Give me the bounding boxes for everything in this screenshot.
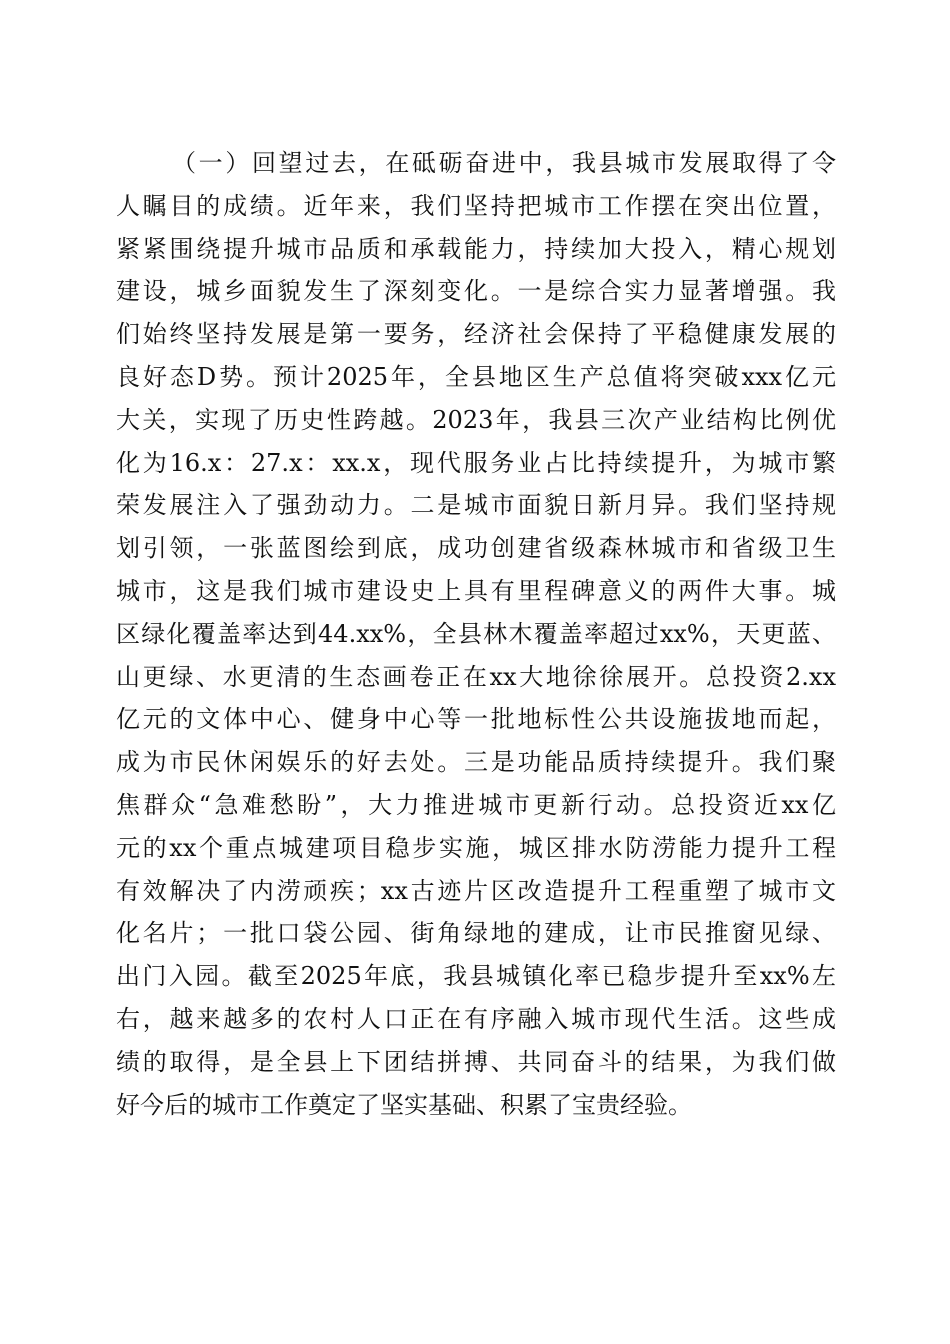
text-line: 亿元的文体中心、健身中心等一批地标性公共设施拔地而起， [116,705,836,734]
text-line: （一）回望过去，在砥砺奋进中，我县城市发展取得了令 [172,149,836,177]
text-line: 绩的取得，是全县上下团结拼搏、共同奋斗的结果，为我们做 [116,1047,836,1076]
text-line: 化为16.x：27.x：xx.x，现代服务业占比持续提升，为城市繁 [116,448,836,477]
text-line: 山更绿、水更清的生态画卷正在xx大地徐徐展开。总投资2.xx [116,662,836,691]
text-line: 区绿化覆盖率达到44.xx%，全县林木覆盖率超过xx%，天更蓝、 [116,619,836,648]
text-line: 城市，这是我们城市建设史上具有里程碑意义的两件大事。城 [116,576,836,605]
text-line: 焦群众“急难愁盼”，大力推进城市更新行动。总投资近xx亿 [116,790,836,819]
text-line: 出门入园。截至2025年底，我县城镇化率已稳步提升至xx%左 [116,962,836,991]
text-line: 人瞩目的成绩。近年来，我们坚持把城市工作摆在突出位置， [116,191,836,220]
text-line: 划引领，一张蓝图绘到底，成功创建省级森林城市和省级卫生 [116,534,836,563]
text-line: 建设，城乡面貌发生了深刻变化。一是综合实力显著增强。我 [116,277,836,306]
text-line: 良好态D势。预计2025年，全县地区生产总值将突破xxx亿元 [116,362,836,391]
text-line: 有效解决了内涝顽疾；xx古迹片区改造提升工程重塑了城市文 [116,876,836,905]
text-line: 荣发展注入了强劲动力。二是城市面貌日新月异。我们坚持规 [116,491,836,520]
body-paragraph [116,142,836,1126]
text-line: 紧紧围绕提升城市品质和承载能力，持续加大投入，精心规划 [116,234,836,263]
text-line: 右，越来越多的农村人口正在有序融入城市现代生活。这些成 [116,1004,836,1033]
text-line: 好今后的城市工作奠定了坚实基础、积累了宝贵经验。 [116,1090,692,1119]
text-line: 元的xx个重点城建项目稳步实施，城区排水防涝能力提升工程 [116,833,836,862]
text-line: 化名片；一批口袋公园、街角绿地的建成，让市民推窗见绿、 [116,919,836,948]
text-line: 成为市民休闲娱乐的好去处。三是功能品质持续提升。我们聚 [116,748,836,777]
text-line: 大关，实现了历史性跨越。2023年，我县三次产业结构比例优 [116,405,836,434]
text-line: 们始终坚持发展是第一要务，经济社会保持了平稳健康发展的 [116,320,836,349]
